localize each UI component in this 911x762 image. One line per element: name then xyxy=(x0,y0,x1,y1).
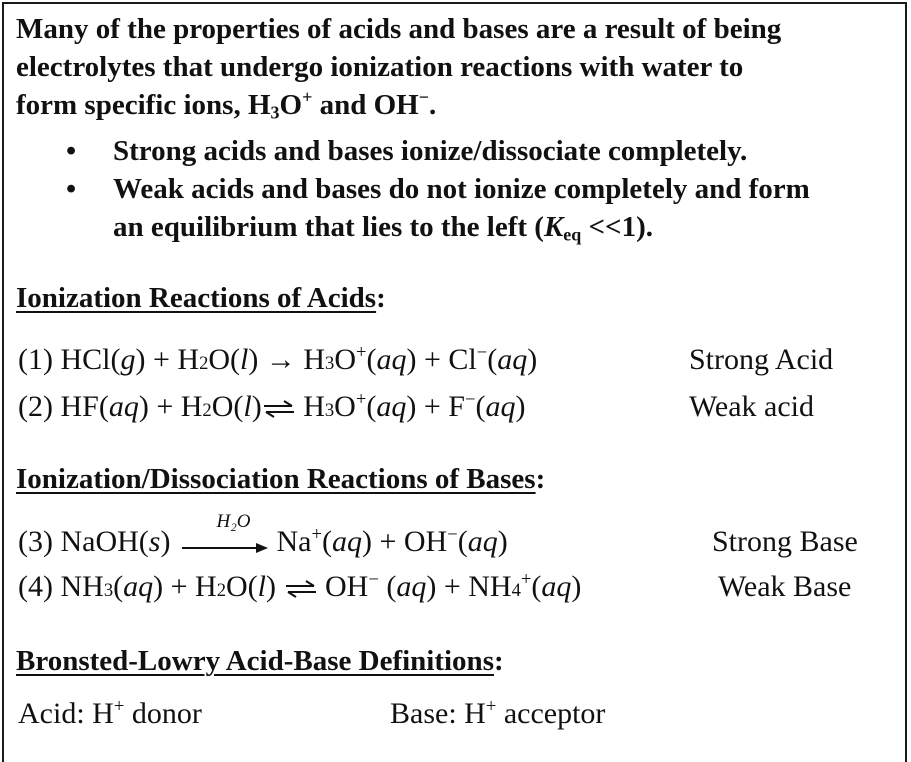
intro-paragraph xyxy=(16,10,896,124)
reaction-3: (3) NaOH(s) H₂O Na+(aq) + OH−(aq) xyxy=(18,511,508,558)
bullet-icon: • xyxy=(66,135,77,167)
base-definition: Base: H+ acceptor xyxy=(390,695,606,730)
bases-heading: Ionization/Dissociation Reactions of Bases: xyxy=(16,463,546,495)
intro-line-2: electrolytes that undergo ionization reactions with water to xyxy=(16,51,744,83)
reaction-arrow-icon: H₂O xyxy=(182,529,268,559)
reaction-4-label: Weak Base xyxy=(718,570,852,603)
reaction-1-label: Strong Acid xyxy=(689,343,834,376)
intro-line-3: form specific ions, $H_3O^+$ and OH−. xyxy=(16,87,437,123)
bullet-list xyxy=(16,132,896,246)
reaction-4: (4) NH3(aq) + H2O(l) OH− (aq) + NH4+(aq) xyxy=(18,568,582,603)
reaction-2-label: Weak acid xyxy=(689,390,815,423)
reaction-3-label: Strong Base xyxy=(712,525,858,558)
definitions-heading: Bronsted-Lowry Acid-Base Definitions: xyxy=(16,645,504,677)
acids-heading: Ionization Reactions of Acids: xyxy=(16,282,386,314)
bullet-strong: • Strong acids and bases ionize/dissociate completely. xyxy=(16,132,896,170)
equilibrium-arrow-icon xyxy=(284,580,318,598)
equilibrium-arrow-icon xyxy=(262,400,296,418)
acid-definition: Acid: H+ donor xyxy=(18,695,202,730)
reaction-number: (1) xyxy=(18,343,53,376)
intro-line-1: Many of the properties of acids and bases are a result of being xyxy=(16,13,782,45)
reaction-1: (1) HCl(g) + H2O(l) → H3O+(aq) + Cl−(aq) xyxy=(18,341,538,376)
bullet-weak: • Weak acids and bases do not ionize completely and form an equilibrium that lies to the left $(K_{eq} <<1)$. xyxy=(16,170,896,246)
bullet-icon: • xyxy=(66,173,77,205)
reaction-2: (2) HF(aq) + H2O(l) H3O+(aq) + F−(aq) xyxy=(18,388,526,423)
